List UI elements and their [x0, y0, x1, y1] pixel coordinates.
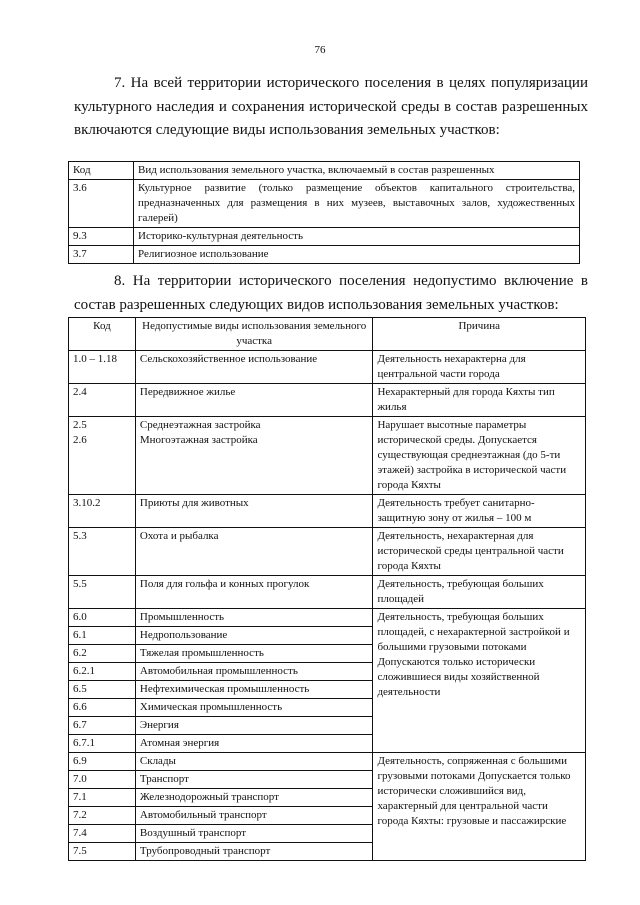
code-line: 2.5 — [73, 419, 87, 431]
row-code — [69, 417, 136, 495]
row-code: 6.7.1 — [69, 735, 136, 753]
row-kind: Сельскохозяйственное использование — [135, 351, 373, 384]
row-code: 9.3 — [69, 228, 134, 246]
header-code: Код — [69, 162, 134, 180]
table-row — [69, 180, 580, 228]
row-code: 7.4 — [69, 825, 136, 843]
row-kind: Промышленность — [135, 609, 373, 627]
row-reason: Деятельность, требующая больших площадей — [373, 576, 586, 609]
row-code: 6.6 — [69, 699, 136, 717]
row-kind: Нефтехимическая промышленность — [135, 681, 373, 699]
row-code: 3.7 — [69, 246, 134, 264]
table-header — [69, 162, 580, 180]
row-code: 7.1 — [69, 789, 136, 807]
kind-line: Среднеэтажная застройка — [139, 419, 261, 431]
row-kind: Склады — [135, 753, 373, 771]
row-kind: Религиозное использование — [134, 246, 580, 264]
table-row — [69, 576, 586, 609]
row-kind — [135, 417, 373, 495]
header-kind: Вид использования земельного участка, включаемый в состав разрешенных — [134, 162, 580, 180]
row-code: 3.10.2 — [69, 495, 136, 528]
header-kind: Недопустимые виды использования земельного участка — [135, 318, 373, 351]
table-row — [69, 246, 580, 264]
row-code: 3.6 — [69, 180, 134, 228]
row-kind: Передвижное жилье — [135, 384, 373, 417]
paragraph-8-number: 8. — [114, 273, 126, 289]
row-kind: Транспорт — [135, 771, 373, 789]
row-kind: Железнодорожный транспорт — [135, 789, 373, 807]
table-header — [69, 318, 586, 351]
table-row — [69, 528, 586, 576]
kind-line: Многоэтажная застройка — [139, 434, 258, 446]
allowed-uses-table — [68, 161, 580, 264]
row-code: 5.5 — [69, 576, 136, 609]
row-kind: Историко-культурная деятельность — [134, 228, 580, 246]
row-reason: Деятельность требует санитарно-защитную зону от жилья – 100 м — [373, 495, 586, 528]
row-reason: Деятельность, нехарактерная для исторической среды центральной части города Кяхты — [373, 528, 586, 576]
group-reason: Деятельность, требующая больших площадей, с нехарактерной застройкой и большими грузовыми потоками Допускаются только исторически сложившиеся виды хозяйственной деятельности — [373, 609, 586, 753]
row-kind: Атомная энергия — [135, 735, 373, 753]
paragraph-7-number: 7. — [114, 75, 126, 91]
paragraph-7 — [74, 72, 588, 143]
row-reason: Нехарактерный для города Кяхты тип жилья — [373, 384, 586, 417]
row-kind: Охота и рыбалка — [135, 528, 373, 576]
paragraph-8-text: На территории исторического поселения недопустимо включение в состав разрешенных следующих видов использования земельных участков: — [74, 273, 589, 313]
table-row — [69, 228, 580, 246]
row-code: 6.7 — [69, 717, 136, 735]
row-code: 6.2 — [69, 645, 136, 663]
row-kind: Автомобильный транспорт — [135, 807, 373, 825]
table-row — [69, 384, 586, 417]
row-code: 6.1 — [69, 627, 136, 645]
row-kind: Тяжелая промышленность — [135, 645, 373, 663]
page-number: 76 — [314, 44, 326, 56]
paragraph-8 — [74, 270, 588, 317]
row-code: 7.2 — [69, 807, 136, 825]
row-kind: Энергия — [135, 717, 373, 735]
row-kind: Трубопроводный транспорт — [135, 843, 373, 861]
row-kind: Поля для гольфа и конных прогулок — [135, 576, 373, 609]
row-kind: Приюты для животных — [135, 495, 373, 528]
row-kind: Культурное развитие (только размещение объектов капитального строительства, предназначенных для размещения в них музеев, выставочных залов, художественных галерей) — [134, 180, 580, 228]
row-kind: Недропользование — [135, 627, 373, 645]
row-code: 6.9 — [69, 753, 136, 771]
row-reason: Нарушает высотные параметры исторической среды. Допускается существующая среднеэтажная (до 5-ти этажей) застройка в исторической части города Кяхты — [373, 417, 586, 495]
table-row — [69, 417, 586, 495]
table-row — [69, 753, 586, 771]
row-reason: Деятельность нехарактерна для центральной части города — [373, 351, 586, 384]
row-code: 6.5 — [69, 681, 136, 699]
table-row — [69, 351, 586, 384]
row-code: 1.0 – 1.18 — [69, 351, 136, 384]
table-row — [69, 495, 586, 528]
header-reason: Причина — [373, 318, 586, 351]
paragraph-7-text: На всей территории исторического поселения в целях популяризации культурного наследия и сохранения исторической среды в состав разрешенных включаются следующие виды использования земельных участков: — [74, 75, 588, 138]
row-code: 6.0 — [69, 609, 136, 627]
row-kind: Химическая промышленность — [135, 699, 373, 717]
row-code: 7.0 — [69, 771, 136, 789]
prohibited-uses-table — [68, 317, 586, 861]
table-row — [69, 609, 586, 627]
row-kind: Воздушный транспорт — [135, 825, 373, 843]
row-code: 7.5 — [69, 843, 136, 861]
code-line: 2.6 — [73, 434, 87, 446]
header-code: Код — [69, 318, 136, 351]
row-kind: Автомобильная промышленность — [135, 663, 373, 681]
row-code: 2.4 — [69, 384, 136, 417]
row-code: 5.3 — [69, 528, 136, 576]
row-code: 6.2.1 — [69, 663, 136, 681]
group-reason: Деятельность, сопряженная с большими грузовыми потоками Допускается только исторически сложившийся вид, характерный для центральной части города Кяхты: грузовые и пассажирские — [373, 753, 586, 861]
